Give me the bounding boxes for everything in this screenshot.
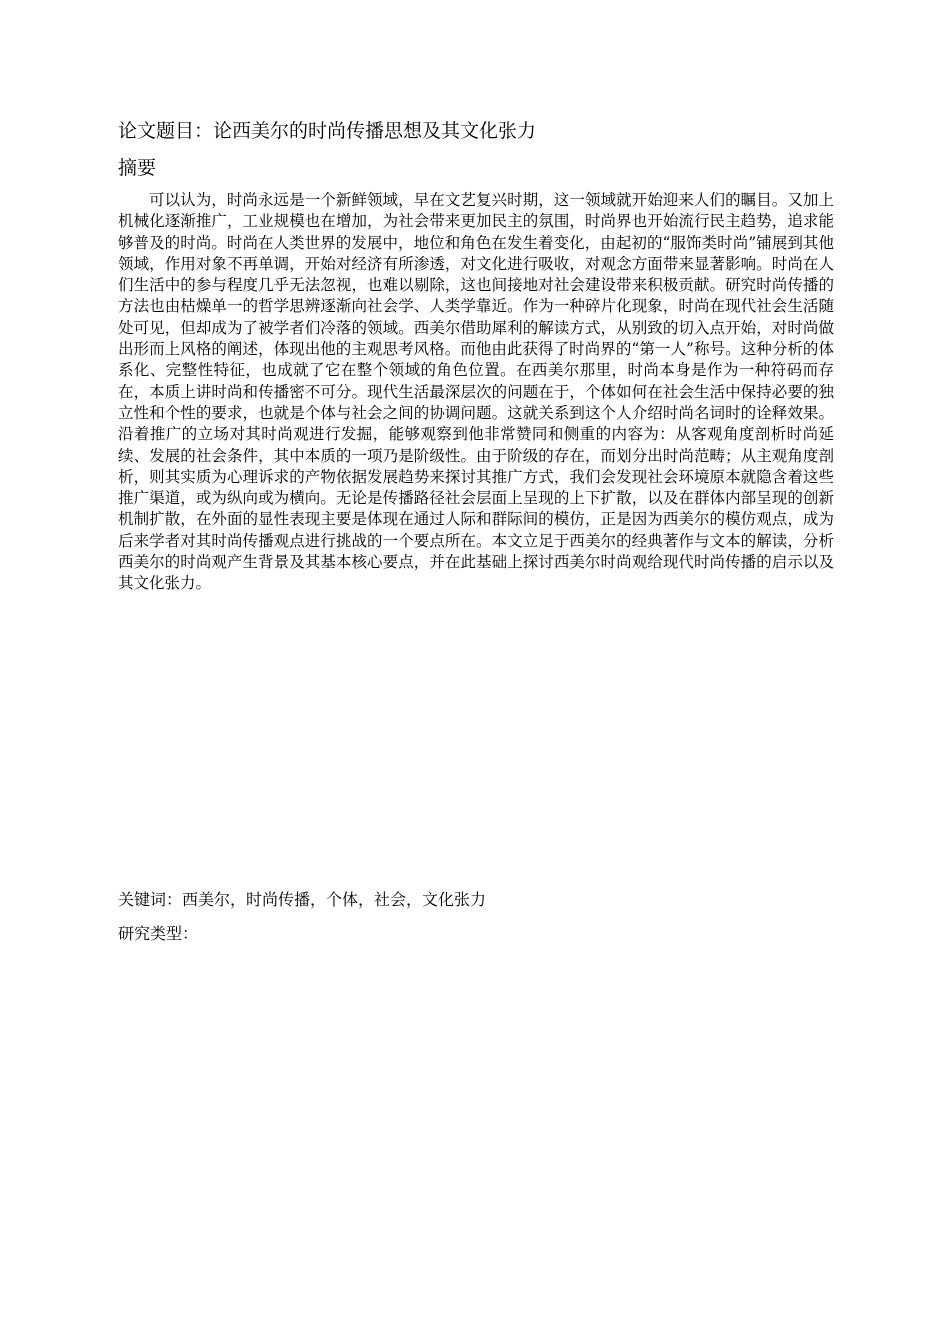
abstract-heading: 摘要 bbox=[118, 157, 157, 179]
keywords-value: 西美尔，时尚传播，个体，社会，文化张力 bbox=[182, 890, 487, 909]
keywords-line bbox=[118, 888, 486, 913]
abstract-body: 可以认为，时尚永远是一个新鲜领域，早在文艺复兴时期，这一领域就开始迎来人们的瞩目。又加上机械化逐渐推广，工业规模也在增加，为社会带来更加民主的氛围，时尚界也开始流行民主趋势，追求能够普及的时尚。时尚在人类世界的发展中，地位和角色在发生着变化，由起初的“服饰类时尚”铺展到其他领域，作用对象不再单调，开始对经济有所渗透，对文化进行吸收，对观念方面带来显著影响。时尚在人们生活中的参与程度几乎无法忽视，也难以剔除，这也间接地对社会建设带来积极贡献。研究时尚传播的方法也由枯燥单一的哲学思辨逐渐向社会学、人类学靠近。作为一种碎片化现象，时尚在现代社会生活随处可见，但却成为了被学者们冷落的领域。西美尔借助犀利的解读方式，从别致的切入点开始，对时尚做出形而上风格的阐述，体现出他的主观思考风格。而他由此获得了时尚界的“第一人”称号。这种分析的体系化、完整性特征，也成就了它在整个领域的角色位置。在西美尔那里，时尚本身是作为一种符码而存在，本质上讲时尚和传播密不可分。现代生活最深层次的问题在于，个体如何在社会生活中保持必要的独立性和个性的要求，也就是个体与社会之间的协调问题。这就关系到这个人介绍时尚名词时的诠释效果。沿着推广的立场对其时尚观进行发掘，能够观察到他非常赞同和侧重的内容为：从客观角度剖析时尚延续、发展的社会条件，其中本质的一项乃是阶级性。由于阶级的存在，而划分出时尚范畴；从主观角度剖析，则其实质为心理诉求的产物依据发展趋势来探讨其推广方式，我们会发现社会环境原本就隐含着这些推广渠道，或为纵向或为横向。无论是传播路径社会层面上呈现的上下扩散，以及在群体内部呈现的创新机制扩散，在外面的显性表现主要是体现在通过人际和群际间的模仿，正是因为西美尔的模仿观点，成为后来学者对其时尚传播观点进行挑战的一个要点所在。本文立足于西美尔的经典著作与文本的解读，分析西美尔的时尚观产生背景及其基本核心要点，并在此基础上探讨西美尔时尚观给现代时尚传播的启示以及其文化张力。 bbox=[118, 191, 834, 593]
research-type-label: 研究类型： bbox=[118, 924, 199, 943]
thesis-title: 论文题目：论西美尔的时尚传播思想及其文化张力 bbox=[118, 120, 537, 142]
keywords-label: 关键词： bbox=[118, 890, 183, 909]
